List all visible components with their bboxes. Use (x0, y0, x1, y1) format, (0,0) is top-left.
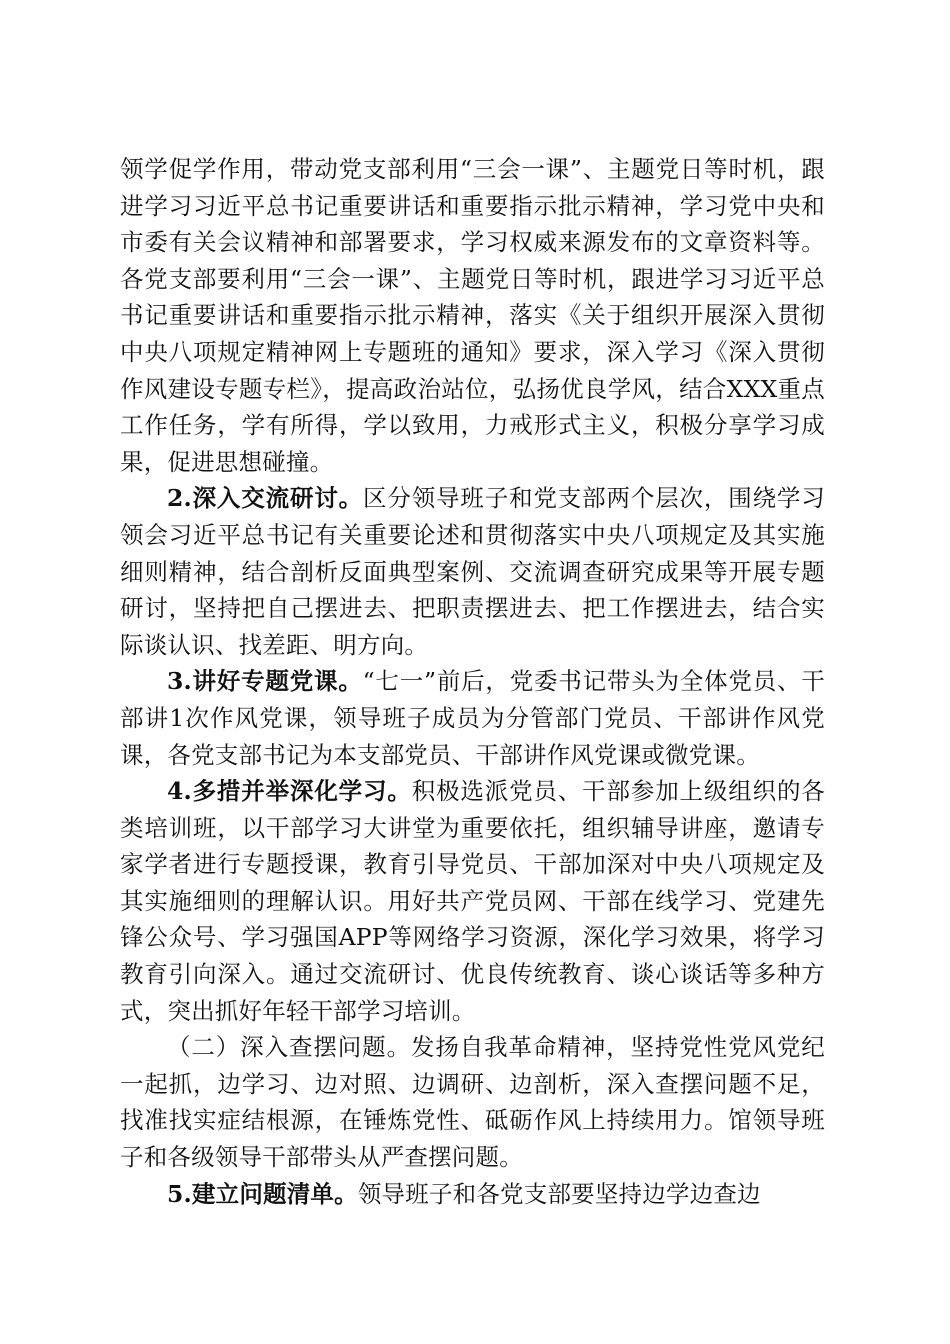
section-heading: 4.多措并举深化学习。 (167, 777, 412, 806)
paragraph-continued-study (120, 151, 825, 480)
paragraph-text: 领学促学作用，带动党支部利用“三会一课”、主题党日等时机，跟进学习习近平总书记重要讲话和重要指示批示精神，学习党中央和市委有关会议精神和部署要求，学习权威来源发布的文章资料等。各党支部要利用“三会一课”、主题党日等时机，跟进学习习近平总书记重要讲话和重要指示批示精神，落实《关于组织开展深入贯彻中央八项规定精神网上专题班的通知》要求，深入学习《深入贯彻作风建设专题专栏》，提高政治站位，弘扬优良学风，结合XXX重点工作任务，学有所得，学以致用，力戒形式主义，积极分享学习成果，促进思想碰撞。 (120, 155, 825, 476)
paragraph-party-lecture (120, 663, 825, 773)
paragraph-text: 积极选派党员、干部参加上级组织的各类培训班，以干部学习大讲堂为重要依托，组织辅导讲座，邀请专家学者进行专题授课，教育引导党员、干部加深对中央八项规定及其实施细则的理解认识。用好共产党员网、干部在线学习、党建先锋公众号、学习强国APP等网络学习资源，深化学习效果，将学习教育引向深入。通过交流研讨、优良传统教育、谈心谈话等多种方式，突出抓好年轻干部学习培训。 (120, 777, 825, 1025)
section-heading: 5.建立问题清单。 (167, 1179, 358, 1208)
paragraph-text: “七一”前后，党委书记带头为全体党员、干部讲1次作风党课，领导班子成员为分管部门党员、干部讲作风党课，各党支部书记为本支部党员、干部讲作风党课或微党课。 (120, 667, 825, 769)
paragraph-problem-list (120, 1176, 825, 1213)
section-heading: 2.深入交流研讨。 (167, 484, 364, 513)
paragraph-text: 区分领导班子和党支部两个层次，围绕学习领会习近平总书记有关重要论述和贯彻落实中央八项规定及其实施细则精神，结合剖析反面典型案例、交流调查研究成果等开展专题研讨，坚持把自己摆进去、把职责摆进去、把工作摆进去，结合实际谈认识、找差距、明方向。 (120, 484, 825, 659)
paragraph-text: 领导班子和各党支部要坚持边学边查边 (357, 1179, 761, 1208)
paragraph-exchange-discussion (120, 480, 825, 663)
paragraph-find-problems (120, 1029, 825, 1175)
document-page (120, 151, 825, 1212)
paragraph-text: （二）深入查摆问题。发扬自我革命精神，坚持党性党风党纪一起抓，边学习、边对照、边调研、边剖析，深入查摆问题不足，找准找实症结根源，在锤炼党性、砥砺作风上持续用力。馆领导班子和各级领导干部带头从严查摆问题。 (120, 1033, 825, 1172)
paragraph-deepen-study (120, 773, 825, 1029)
section-heading: 3.讲好专题党课。 (167, 667, 363, 696)
